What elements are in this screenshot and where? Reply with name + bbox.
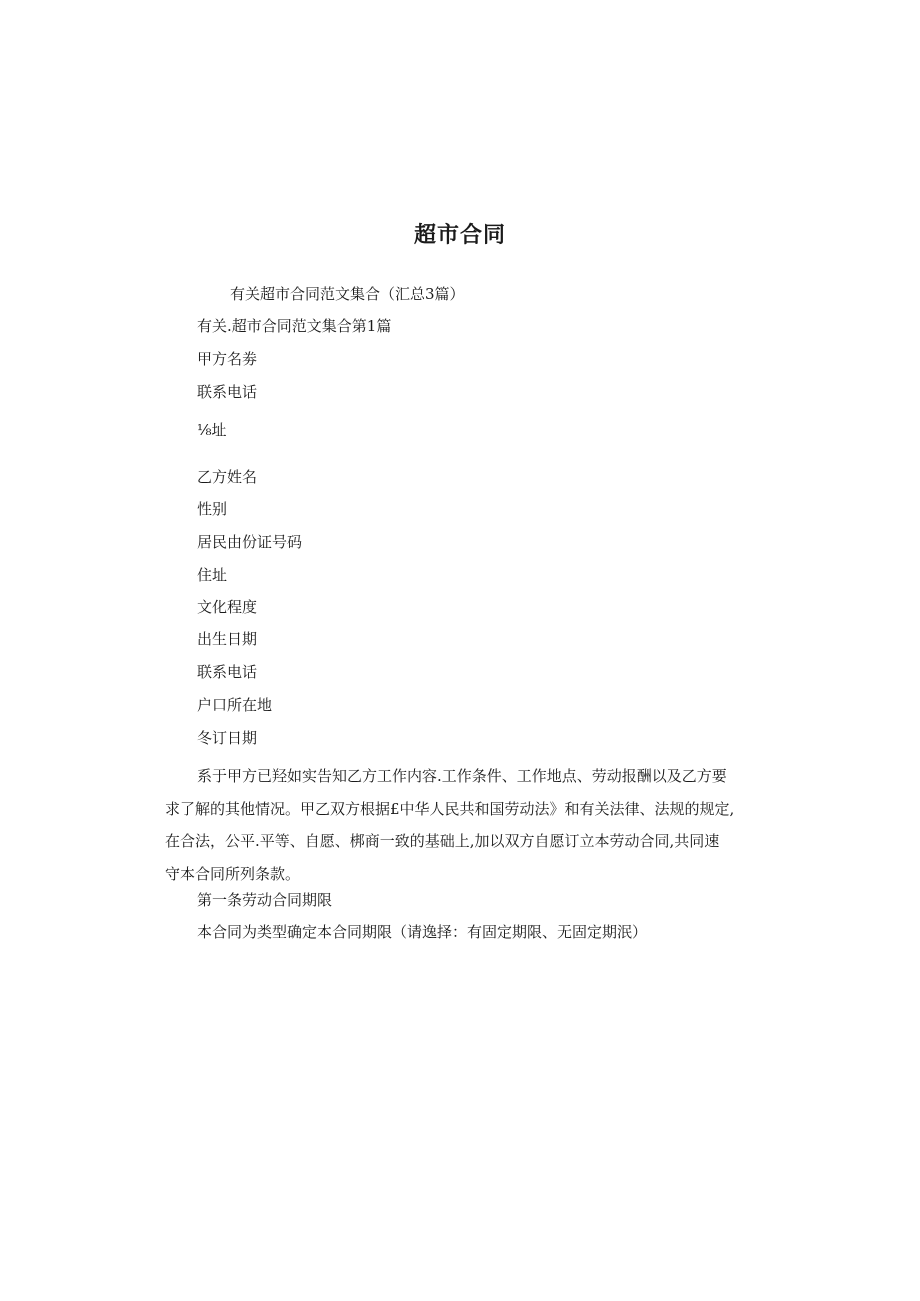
party-b-birthdate-field: 出生日期 xyxy=(197,630,258,648)
party-b-household-field: 户口所在地 xyxy=(197,696,273,714)
article-1-text: 本合同为类型确定本合同期限（请逸择：有固定期限、无固定期泯） xyxy=(197,923,648,941)
intro-paragraph xyxy=(165,760,745,890)
intro-paragraph-line: 在合法，公平.平等、自愿、梆商一致的基础上,加以双方自愿订立本劳动合同,共同速 xyxy=(165,832,720,850)
party-b-address-field: 住址 xyxy=(197,566,228,584)
party-b-name-field: 乙方姓名 xyxy=(197,468,258,486)
party-b-phone-field: 联系电话 xyxy=(197,663,258,681)
party-a-phone-field: 联系电话 xyxy=(197,383,258,401)
party-a-name-field: 甲方名劵 xyxy=(197,350,258,368)
article-1-heading: 第一条劳动合同期限 xyxy=(197,891,333,909)
party-b-gender-field: 性别 xyxy=(197,500,228,518)
section-heading: 有关.超市合同范文集合第1篇 xyxy=(197,317,392,335)
intro-paragraph-line: 系于甲方已羟如实告知乙方工作内容.工作条件、工作地点、劳动报酬以及乙方要 xyxy=(197,767,727,785)
party-a-address-field: ⅛址 xyxy=(197,421,227,439)
intro-paragraph-line: 求了解的其他情况。甲乙双方根据£中华人民共和国劳动法》和有关法律、法规的规定, xyxy=(165,799,735,818)
party-b-id-number-field: 居民由份证号码 xyxy=(197,533,303,551)
document-subtitle: 有关超市合同范文集合（汇总3篇） xyxy=(230,285,465,303)
signing-date-field: 冬订日期 xyxy=(197,729,258,747)
intro-paragraph-line: 守本合同所列条款。 xyxy=(165,864,301,883)
party-b-education-field: 文化程度 xyxy=(197,598,258,616)
document-title: 超市合同 xyxy=(413,223,506,248)
